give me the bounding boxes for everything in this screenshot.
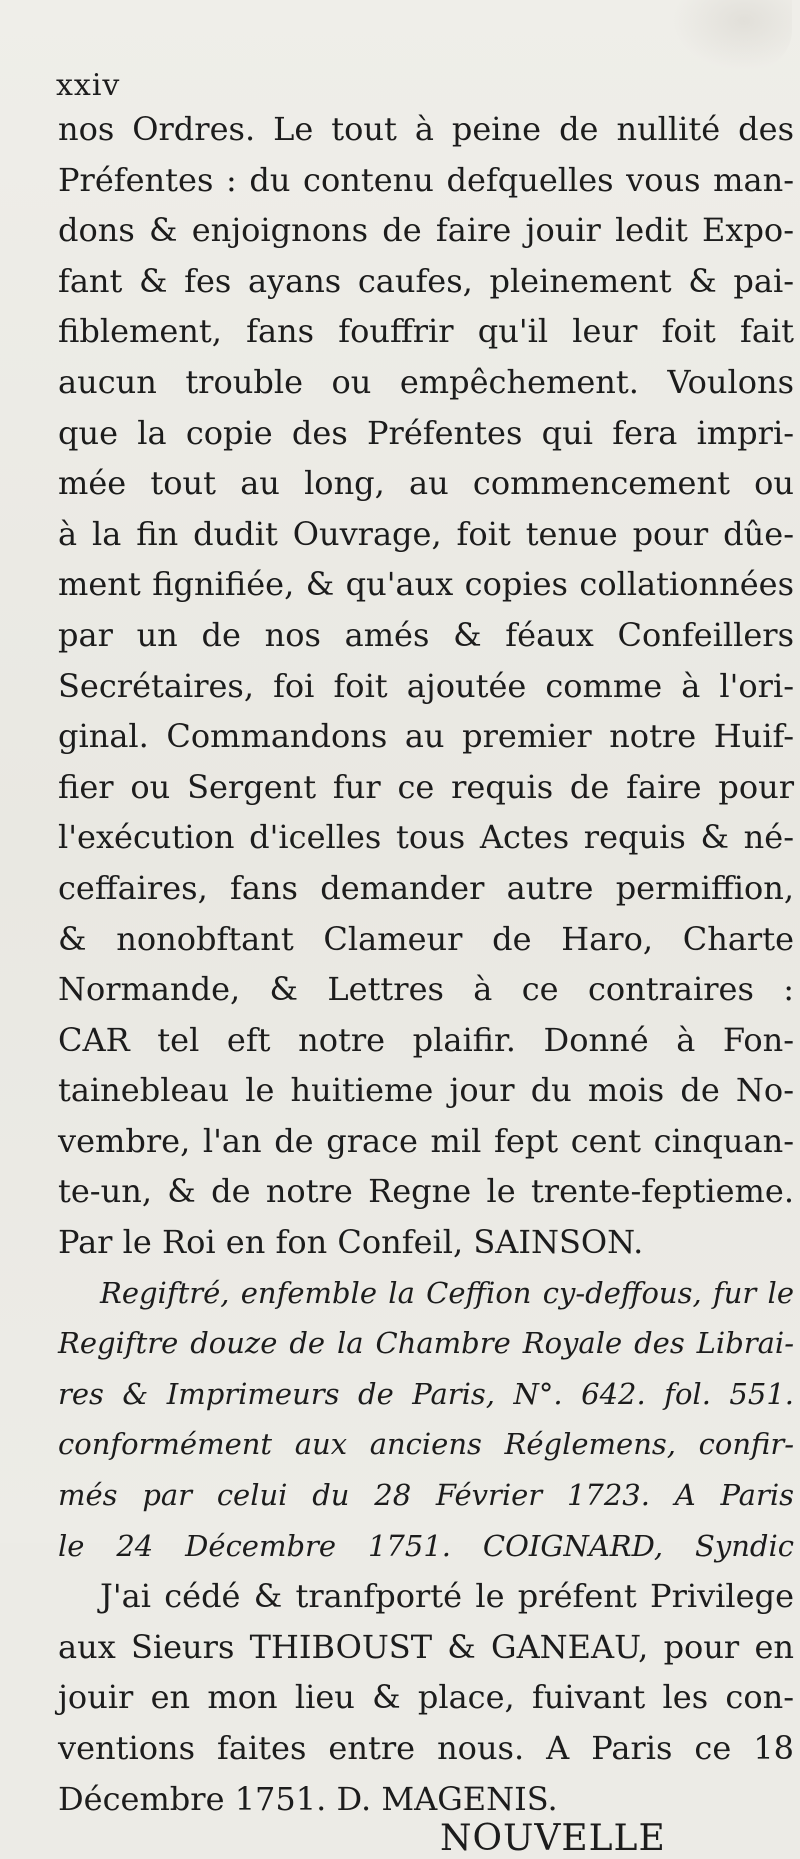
cession-line: jouir en mon lieu & place, fuivant les con-: [58, 1678, 794, 1717]
text-line: l'exécution d'icelles tous Actes requis & né-: [58, 818, 794, 857]
text-line: ceffaires, fans demander autre permiffion,: [58, 868, 794, 907]
registration-line: Regiftre douze de la Chambre Royale des Librai-: [58, 1326, 794, 1361]
text-line: Secrétaires, foi foit ajoutée comme à l'ori-: [58, 666, 794, 705]
registration-line: le 24 Décembre 1751. COIGNARD, Syndic: [58, 1528, 794, 1563]
catchword: NOUVELLE: [440, 1818, 666, 1859]
text-line: CAR tel eft notre plaifir. Donné à Fon-: [58, 1020, 794, 1059]
text-line: ginal. Commandons au premier notre Huif-: [58, 717, 794, 756]
registration-line: conformément aux anciens Réglemens, confir-: [58, 1427, 794, 1462]
text-line: mée tout au long, au commencement ou: [58, 464, 794, 503]
cession-line: J'ai cédé & tranfporté le préfent Privilege: [100, 1577, 794, 1616]
text-line: ment fignifiée, & qu'aux copies collationnées: [58, 565, 794, 604]
text-line: fant & fes ayans caufes, pleinement & pai-: [58, 261, 794, 300]
text-line: par un de nos amés & féaux Confeillers: [58, 615, 794, 654]
text-line: tainebleau le huitieme jour du mois de No-: [58, 1071, 794, 1110]
paper-stain: [672, 0, 792, 70]
text-line: vembre, l'an de grace mil fept cent cinquan-: [58, 1121, 794, 1160]
text-line: Normande, & Lettres à ce contraires :: [58, 970, 794, 1009]
text-line: que la copie des Préfentes qui fera impri-: [58, 413, 794, 452]
text-line: & nonobftant Clameur de Haro, Charte: [58, 919, 794, 958]
text-line: aucun trouble ou empêchement. Voulons: [58, 362, 794, 401]
text-line: fier ou Sergent fur ce requis de faire pour: [58, 767, 794, 806]
registration-line: més par celui du 28 Février 1723. A Paris: [58, 1478, 794, 1513]
text-line: à la fin dudit Ouvrage, foit tenue pour dûe-: [58, 514, 794, 553]
text-line: fiblement, fans fouffrir qu'il leur foit fait: [58, 312, 794, 351]
registration-line: Regiftré, enfemble la Ceffion cy-deffous, fur le: [100, 1275, 794, 1310]
text-line: Par le Roi en fon Confeil, SAINSON.: [58, 1223, 644, 1262]
text-line: dons & enjoignons de faire jouir ledit Expo-: [58, 211, 794, 250]
page-number: xxiv: [56, 68, 121, 103]
cession-line: aux Sieurs THIBOUST & GANEAU, pour en: [58, 1627, 794, 1666]
text-line: te-un, & de notre Regne le trente-feptieme.: [58, 1172, 794, 1211]
cession-line: ventions faites entre nous. A Paris ce 18: [58, 1729, 794, 1767]
privilege-text: [58, 104, 794, 1824]
cession-line: Décembre 1751. D. MAGENIS.: [58, 1779, 558, 1818]
text-line: Préfentes : du contenu defquelles vous man-: [58, 160, 794, 199]
registration-line: res & Imprimeurs de Paris, N°. 642. fol. 551.: [58, 1376, 794, 1411]
text-line: nos Ordres. Le tout à peine de nullité des: [58, 110, 794, 148]
